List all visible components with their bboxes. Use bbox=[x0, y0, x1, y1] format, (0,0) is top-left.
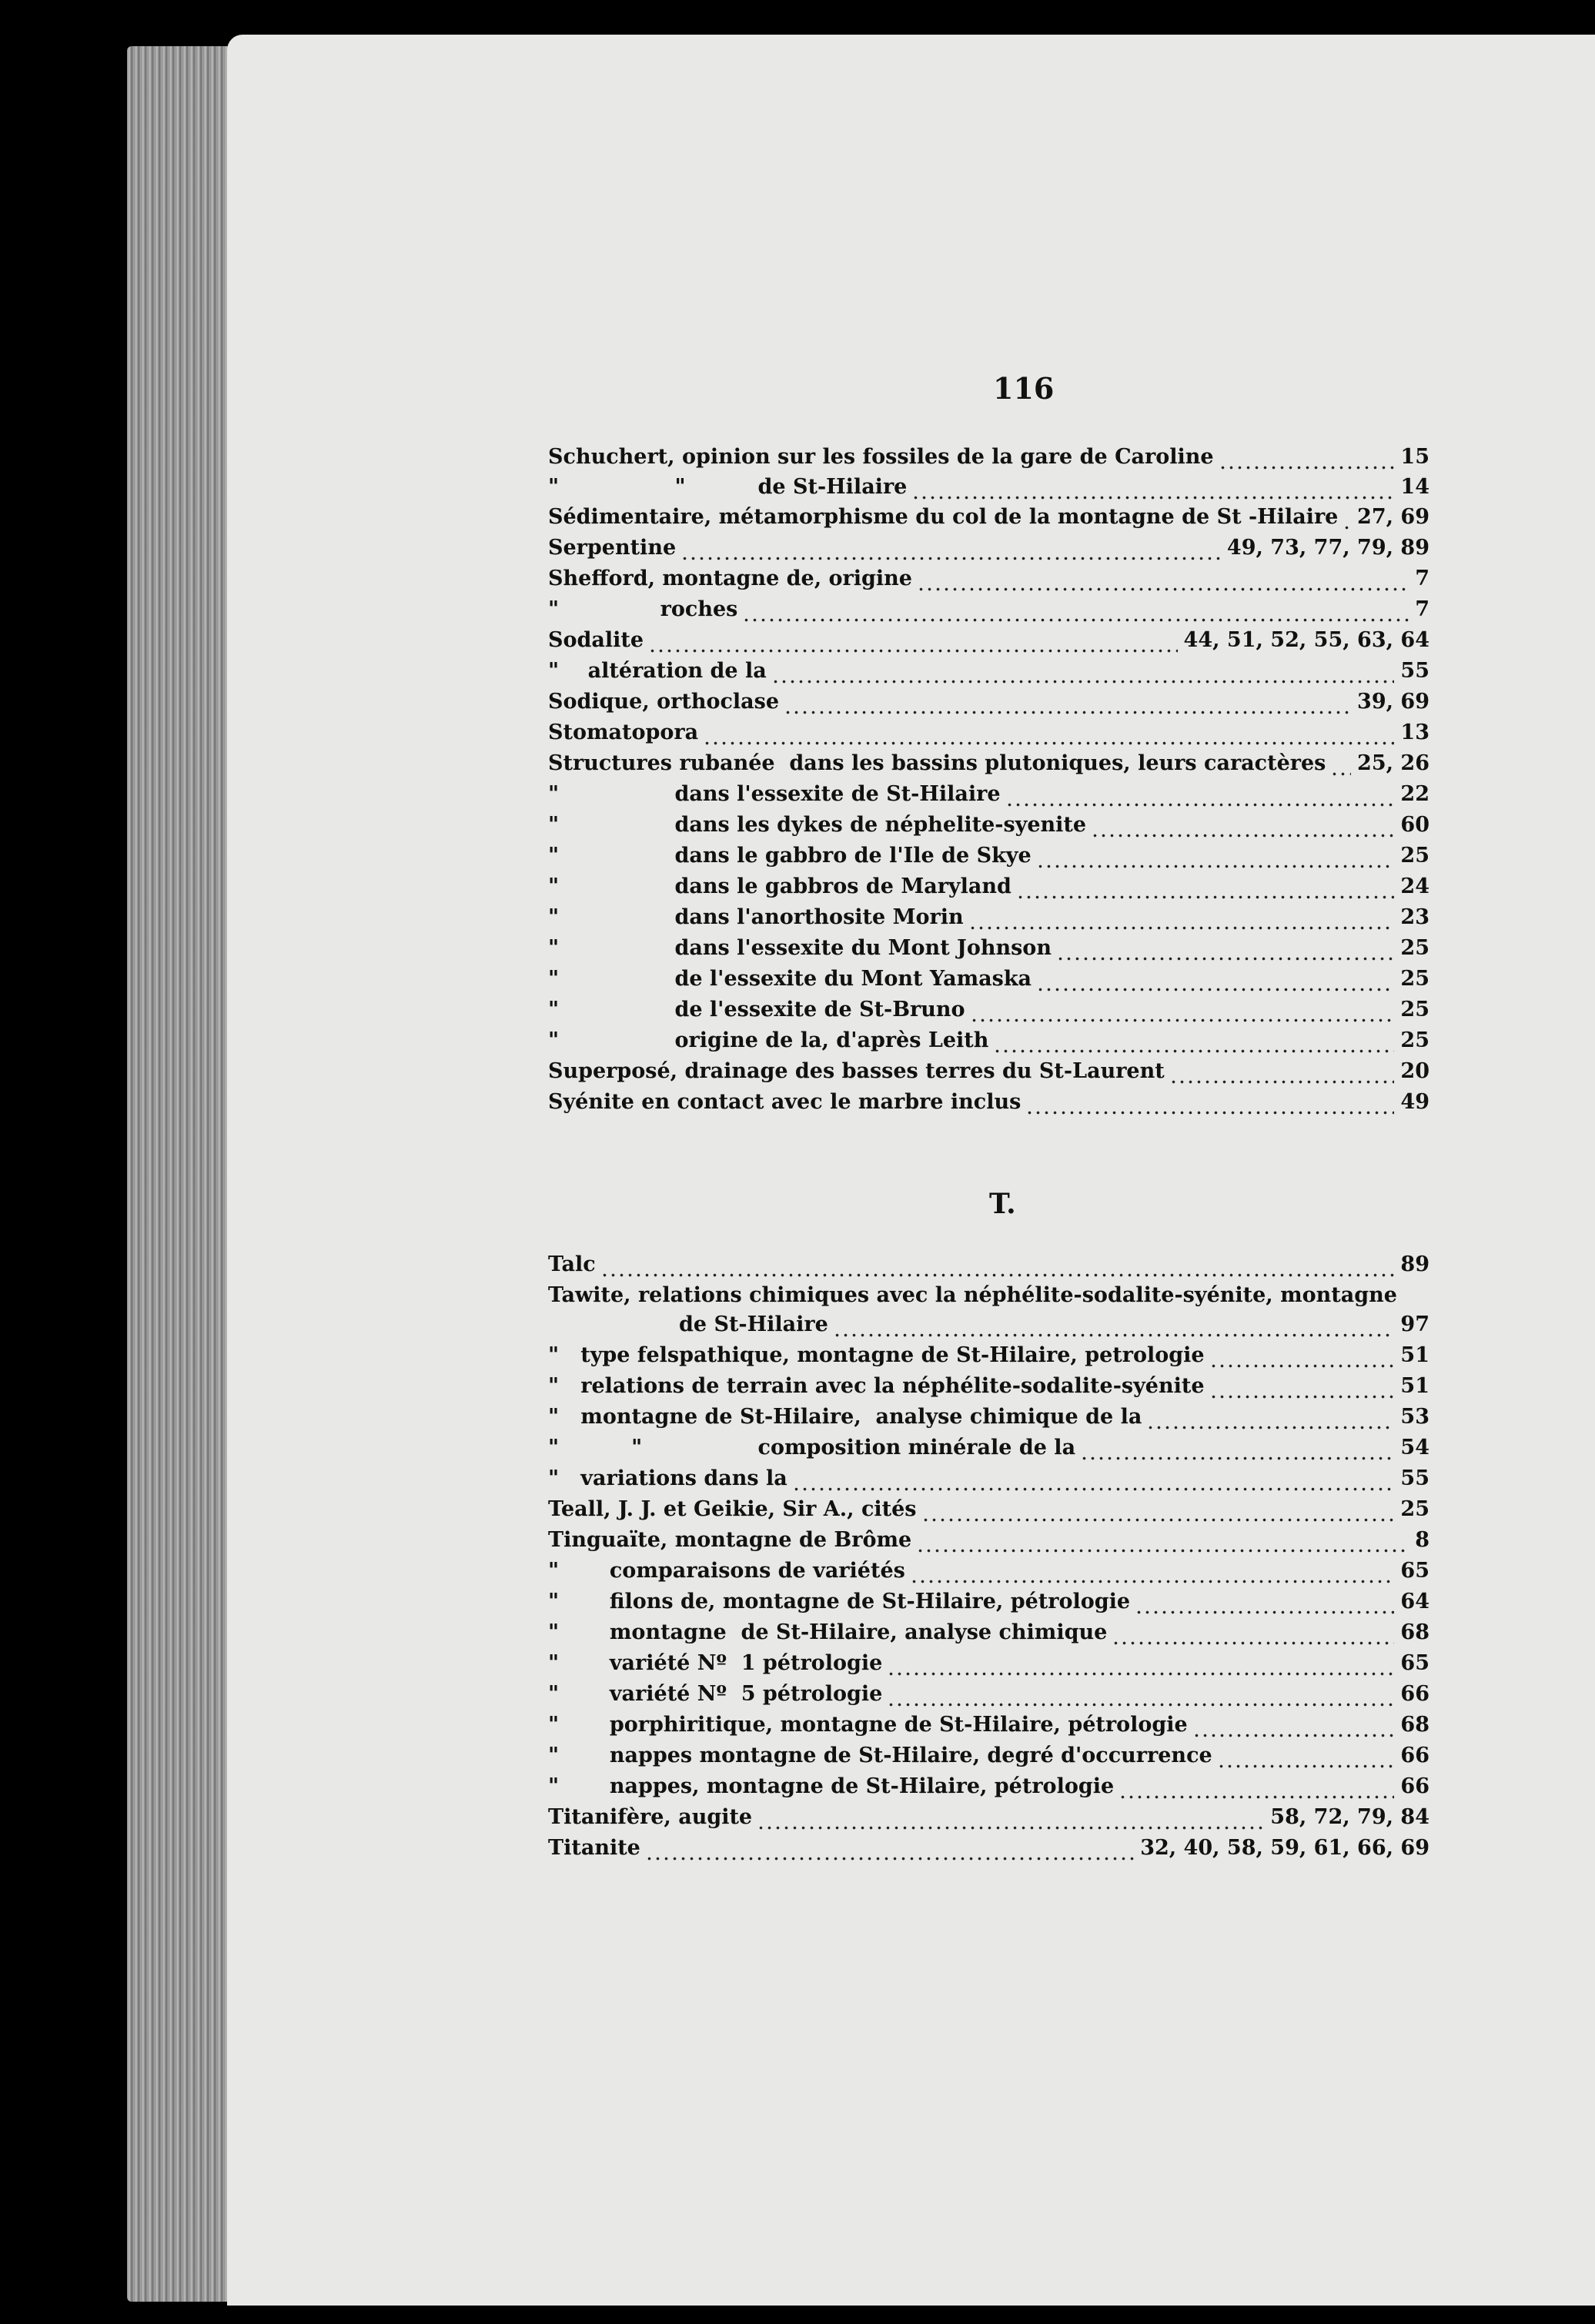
leader-dots bbox=[1135, 1590, 1394, 1619]
leader-dots bbox=[1016, 874, 1394, 904]
leader-dots bbox=[1112, 1620, 1394, 1650]
entry-pages: 25 bbox=[1400, 844, 1429, 868]
index-entry bbox=[548, 1436, 1429, 1465]
leader-dots bbox=[645, 1836, 1134, 1865]
leader-dots bbox=[910, 1559, 1394, 1588]
index-entry bbox=[548, 844, 1429, 873]
leader-dots bbox=[1091, 813, 1394, 842]
entry-pages: 20 bbox=[1400, 1059, 1429, 1083]
entry-text: " " de St-Hilaire bbox=[548, 475, 908, 499]
leader-dots bbox=[600, 1252, 1394, 1282]
entry-pages: 97 bbox=[1400, 1312, 1429, 1336]
entry-text: Talc bbox=[548, 1252, 596, 1276]
index-entry bbox=[548, 1559, 1429, 1588]
index-entry bbox=[548, 505, 1429, 534]
leader-dots bbox=[921, 1497, 1394, 1526]
entry-text: " " composition minérale de la bbox=[548, 1436, 1076, 1460]
entry-text: " dans le gabbro de l'Ile de Skye bbox=[548, 844, 1032, 868]
entry-pages: 7 bbox=[1415, 597, 1429, 621]
index-entry bbox=[548, 1252, 1429, 1282]
entry-text: " de l'essexite de St-Bruno bbox=[548, 998, 965, 1022]
index-entry bbox=[548, 1028, 1429, 1058]
index-entry bbox=[548, 782, 1429, 811]
entry-pages: 24 bbox=[1400, 874, 1429, 898]
entry-pages: 25 bbox=[1400, 936, 1429, 960]
leader-dots bbox=[1146, 1405, 1394, 1434]
leader-dots bbox=[887, 1682, 1394, 1711]
index-entry bbox=[548, 536, 1429, 565]
entry-pages: 13 bbox=[1400, 721, 1429, 744]
index-entry bbox=[548, 628, 1429, 657]
index-entry bbox=[548, 1682, 1429, 1711]
entry-pages: 55 bbox=[1400, 659, 1429, 683]
entry-text: " dans le gabbros de Maryland bbox=[548, 874, 1012, 898]
leader-dots bbox=[833, 1312, 1394, 1342]
entry-text: Schuchert, opinion sur les fossiles de la gare de Caroline bbox=[548, 445, 1214, 469]
leader-dots bbox=[968, 905, 1394, 935]
leader-dots bbox=[911, 475, 1394, 504]
leader-dots bbox=[1025, 1090, 1394, 1119]
entry-text: " porphiritique, montagne de St-Hilaire, pétrologie bbox=[548, 1713, 1188, 1737]
leader-dots bbox=[887, 1651, 1394, 1680]
leader-dots bbox=[1209, 1374, 1394, 1403]
entry-text: Titanifère, augite bbox=[548, 1805, 753, 1829]
leader-dots bbox=[993, 1028, 1394, 1058]
index-entry bbox=[548, 1405, 1429, 1434]
entry-text: " relations de terrain avec la néphélite-sodalite-syénite bbox=[548, 1374, 1205, 1398]
entry-text: Sédimentaire, métamorphisme du col de la montagne de St -Hilaire bbox=[548, 505, 1339, 529]
index-entry bbox=[548, 813, 1429, 842]
index-entry bbox=[548, 1283, 1429, 1312]
entry-text: de St-Hilaire bbox=[679, 1312, 828, 1336]
entry-text: " variations dans la bbox=[548, 1466, 787, 1490]
entry-pages: 66 bbox=[1400, 1774, 1429, 1798]
leader-dots bbox=[1036, 844, 1394, 873]
index-entry bbox=[548, 1090, 1429, 1119]
index-entry bbox=[548, 1466, 1429, 1496]
entry-pages: 55 bbox=[1400, 1466, 1429, 1490]
entry-pages: 15 bbox=[1400, 445, 1429, 469]
leader-dots bbox=[1056, 936, 1394, 965]
entry-pages: 65 bbox=[1400, 1651, 1429, 1675]
leader-dots bbox=[771, 659, 1394, 688]
entry-pages: 39, 69 bbox=[1357, 690, 1429, 714]
entry-pages: 25 bbox=[1400, 998, 1429, 1022]
leader-dots bbox=[784, 690, 1351, 719]
entry-pages: 44, 51, 52, 55, 63, 64 bbox=[1183, 628, 1429, 652]
entry-pages: 25, 26 bbox=[1357, 751, 1429, 775]
entry-pages: 14 bbox=[1400, 475, 1429, 499]
entry-text: " dans l'essexite de St-Hilaire bbox=[548, 782, 1001, 806]
entry-text: " de l'essexite du Mont Yamaska bbox=[548, 967, 1032, 991]
entry-pages: 89 bbox=[1400, 1252, 1429, 1276]
entry-text: Serpentine bbox=[548, 536, 677, 560]
leader-dots bbox=[1036, 967, 1394, 996]
entry-text: " comparaisons de variétés bbox=[548, 1559, 905, 1583]
index-entry bbox=[548, 967, 1429, 996]
leader-dots bbox=[1005, 782, 1394, 811]
entry-pages: 32, 40, 58, 59, 61, 66, 69 bbox=[1140, 1836, 1429, 1860]
entry-pages: 25 bbox=[1400, 1497, 1429, 1521]
index-entry bbox=[548, 1374, 1429, 1403]
leader-dots bbox=[757, 1805, 1264, 1834]
leader-dots bbox=[1080, 1436, 1394, 1465]
leader-dots bbox=[742, 597, 1409, 627]
entry-text: " variété Nº 5 pétrologie bbox=[548, 1682, 883, 1706]
entry-text: " origine de la, d'après Leith bbox=[548, 1028, 989, 1052]
entry-text: " nappes, montagne de St-Hilaire, pétrologie bbox=[548, 1774, 1115, 1798]
index-entry bbox=[548, 597, 1429, 627]
index-entry bbox=[548, 874, 1429, 904]
entry-pages: 66 bbox=[1400, 1744, 1429, 1767]
index-entry bbox=[548, 1590, 1429, 1619]
leader-dots bbox=[1119, 1774, 1394, 1804]
leader-dots bbox=[1330, 751, 1351, 781]
leader-dots bbox=[648, 628, 1178, 657]
entry-pages: 27, 69 bbox=[1357, 505, 1429, 529]
index-entry bbox=[548, 445, 1429, 474]
index-entry bbox=[548, 690, 1429, 719]
index-entry bbox=[548, 1528, 1429, 1557]
entry-pages: 49 bbox=[1400, 1090, 1429, 1114]
leader-dots bbox=[1217, 1744, 1394, 1773]
entry-text: Tinguaïte, montagne de Brôme bbox=[548, 1528, 912, 1552]
entry-pages: 49, 73, 77, 79, 89 bbox=[1226, 536, 1429, 560]
entry-text: Tawite, relations chimiques avec la néphélite-sodalite-syénite, montagne bbox=[548, 1283, 1397, 1307]
entry-pages: 64 bbox=[1400, 1590, 1429, 1613]
entry-text: " dans les dykes de néphelite-syenite bbox=[548, 813, 1087, 837]
leader-dots bbox=[1192, 1713, 1394, 1742]
entry-pages: 22 bbox=[1400, 782, 1429, 806]
entry-pages: 68 bbox=[1400, 1713, 1429, 1737]
entry-pages: 23 bbox=[1400, 905, 1429, 929]
entry-text: Sodique, orthoclase bbox=[548, 690, 780, 714]
index-entry bbox=[548, 1744, 1429, 1773]
entry-pages: 68 bbox=[1400, 1620, 1429, 1644]
entry-pages: 53 bbox=[1400, 1405, 1429, 1429]
entry-text: " type felspathique, montagne de St-Hilaire, petrologie bbox=[548, 1343, 1205, 1367]
index-entry bbox=[548, 751, 1429, 781]
leader-dots bbox=[1209, 1343, 1394, 1373]
entry-text: " dans l'anorthosite Morin bbox=[548, 905, 964, 929]
index-entry bbox=[548, 1836, 1429, 1865]
entry-text: Sodalite bbox=[548, 628, 644, 652]
entry-text: Stomatopora bbox=[548, 721, 699, 744]
entry-text: Superposé, drainage des basses terres du St-Laurent bbox=[548, 1059, 1165, 1083]
entry-pages: 51 bbox=[1400, 1374, 1429, 1398]
leader-dots bbox=[916, 1528, 1409, 1557]
leader-dots bbox=[917, 567, 1409, 596]
index-entry bbox=[548, 998, 1429, 1027]
leader-dots bbox=[1343, 505, 1351, 534]
index-entry bbox=[548, 936, 1429, 965]
index-entry bbox=[548, 721, 1429, 750]
entry-pages: 60 bbox=[1400, 813, 1429, 837]
entry-text: Titanite bbox=[548, 1836, 640, 1860]
leader-dots bbox=[680, 536, 1221, 565]
leader-dots bbox=[703, 721, 1394, 750]
entry-text: " montagne de St-Hilaire, analyse chimique bbox=[548, 1620, 1108, 1644]
entry-pages: 51 bbox=[1400, 1343, 1429, 1367]
page-number: 116 bbox=[993, 371, 1055, 406]
index-entry bbox=[548, 1312, 1429, 1342]
index-entry bbox=[548, 1805, 1429, 1834]
index-entry bbox=[548, 475, 1429, 504]
index-entry bbox=[548, 659, 1429, 688]
entry-pages: 8 bbox=[1415, 1528, 1429, 1552]
entry-text: " roches bbox=[548, 597, 738, 621]
index-entry bbox=[548, 1343, 1429, 1373]
entry-pages: 25 bbox=[1400, 1028, 1429, 1052]
section-heading-t: T. bbox=[989, 1188, 1016, 1220]
entry-text: " nappes montagne de St-Hilaire, degré d'occurrence bbox=[548, 1744, 1212, 1767]
index-entry bbox=[548, 1620, 1429, 1650]
entry-text: " variété Nº 1 pétrologie bbox=[548, 1651, 883, 1675]
entry-text: Shefford, montagne de, origine bbox=[548, 567, 912, 590]
index-entry bbox=[548, 905, 1429, 935]
leader-dots bbox=[1219, 445, 1394, 474]
entry-pages: 66 bbox=[1400, 1682, 1429, 1706]
index-entry bbox=[548, 567, 1429, 596]
entry-text: " altération de la bbox=[548, 659, 767, 683]
entry-pages: 65 bbox=[1400, 1559, 1429, 1583]
entry-text: " dans l'essexite du Mont Johnson bbox=[548, 936, 1052, 960]
entry-text: " filons de, montagne de St-Hilaire, pétrologie bbox=[548, 1590, 1131, 1613]
leader-dots bbox=[792, 1466, 1394, 1496]
entry-pages: 54 bbox=[1400, 1436, 1429, 1460]
entry-pages: 7 bbox=[1415, 567, 1429, 590]
index-entry bbox=[548, 1713, 1429, 1742]
entry-text: " montagne de St-Hilaire, analyse chimique de la bbox=[548, 1405, 1142, 1429]
leader-dots bbox=[1169, 1059, 1394, 1088]
entry-pages: 25 bbox=[1400, 967, 1429, 991]
index-entry bbox=[548, 1497, 1429, 1526]
entry-text: Structures rubanée dans les bassins plutoniques, leurs caractères bbox=[548, 751, 1326, 775]
index-entry bbox=[548, 1651, 1429, 1680]
index-entry bbox=[548, 1059, 1429, 1088]
entry-pages: 58, 72, 79, 84 bbox=[1270, 1805, 1429, 1829]
leader-dots bbox=[970, 998, 1394, 1027]
index-entry bbox=[548, 1774, 1429, 1804]
entry-text: Syénite en contact avec le marbre inclus bbox=[548, 1090, 1022, 1114]
entry-text: Teall, J. J. et Geikie, Sir A., cités bbox=[548, 1497, 917, 1521]
